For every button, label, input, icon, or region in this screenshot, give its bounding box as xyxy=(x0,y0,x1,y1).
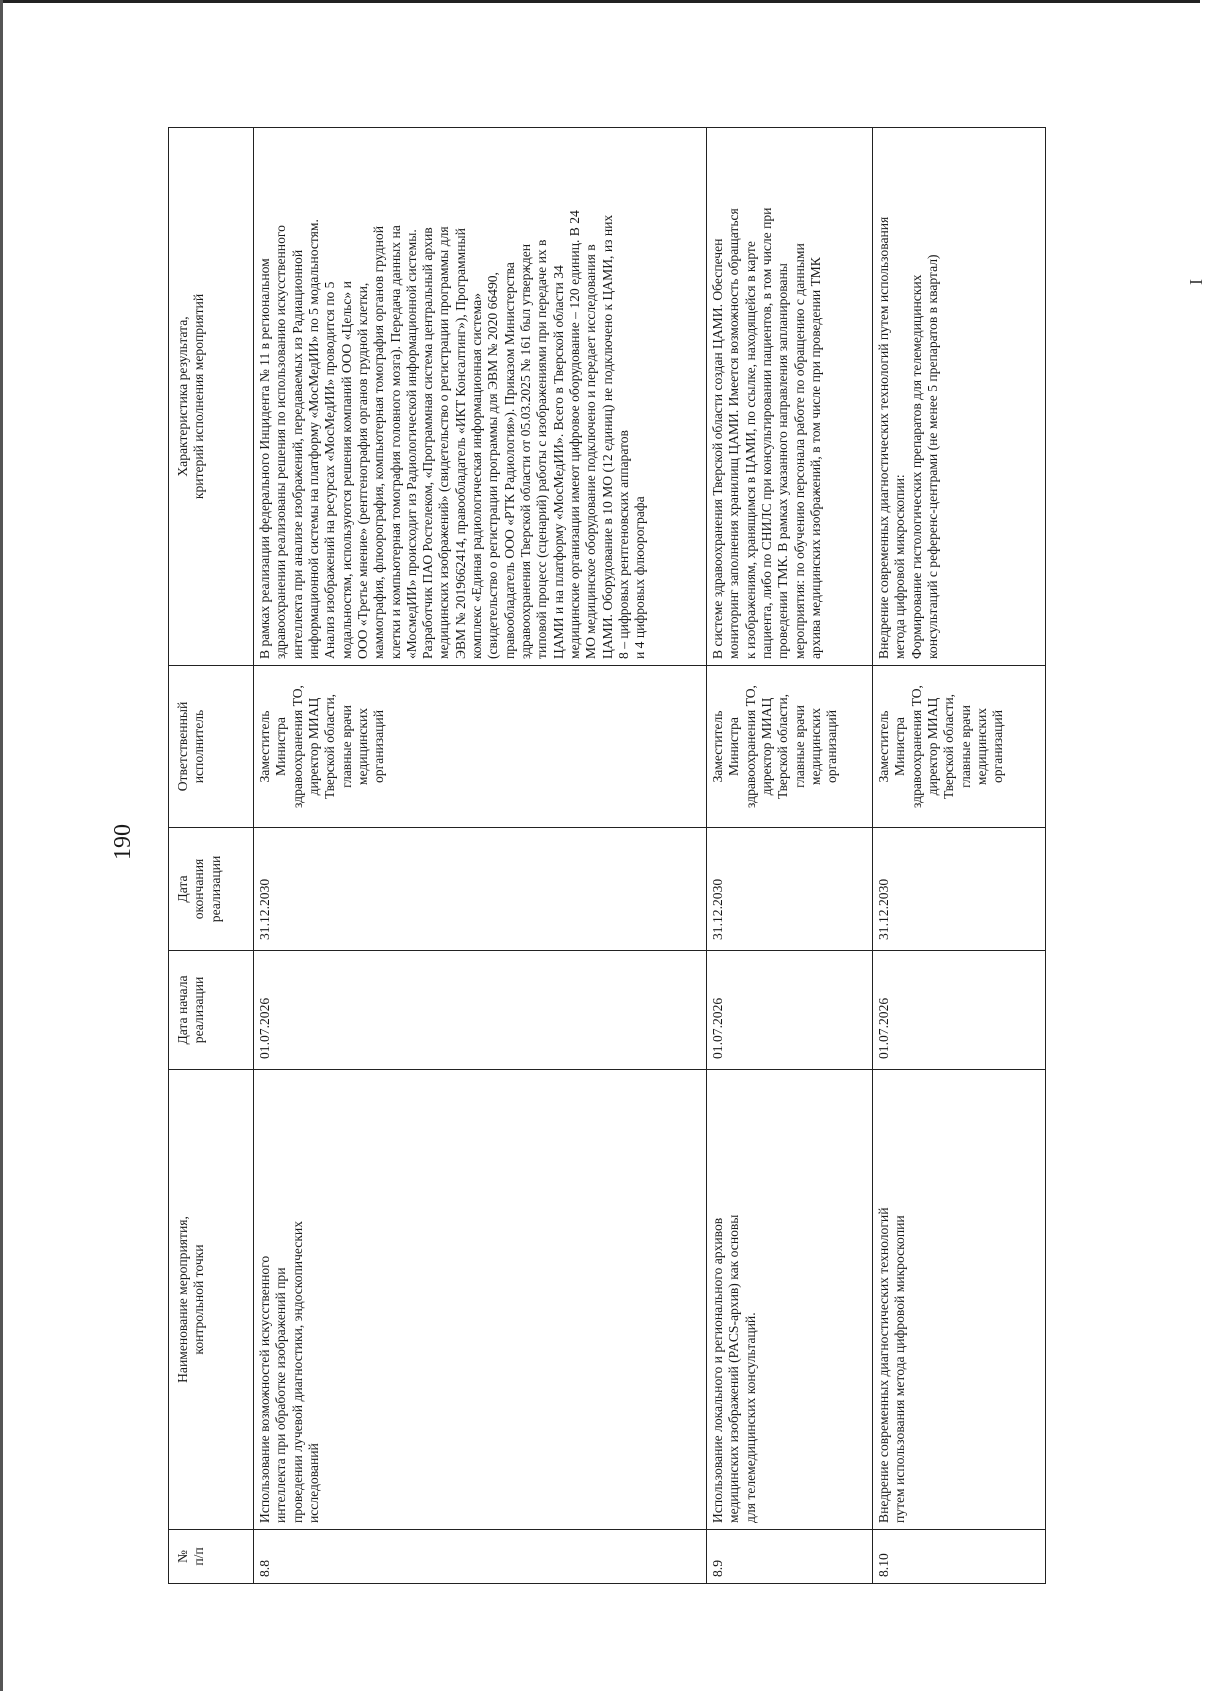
row-result: В системе здравоохранения Тверской области создан ЦАМИ. Обеспечен мониторинг заполнения хранилищ ЦАМИ. Имеется возможность обращаться к изображениям, хранящимся в ЦАМИ, по ссылке, находящейся в карте пациента, либо по СНИЛС при консультировании пациентов, в том числе при проведении ТМК. В рамках указанного направления запланированы мероприятия: по обучению персонала работе по обращению с данными архива медицинских изображений, в том числе при проведении ТМК xyxy=(707,128,873,666)
header-name: Наименование мероприятия, контрольной точки xyxy=(169,1070,254,1530)
row-num: 8.10 xyxy=(873,1530,1046,1584)
header-responsible: Ответственный исполнитель xyxy=(169,666,254,828)
rotated-table-container xyxy=(168,128,1045,1584)
row-start-date: 01.07.2026 xyxy=(707,951,873,1070)
row-start-date: 01.07.2026 xyxy=(254,951,707,1070)
header-end-date: Дата окончания реализации xyxy=(169,828,254,951)
row-result: Внедрение современных диагностических технологий путем использования метода цифровой микроскопии: Формирование гистологических препаратов для телемедицинских консультаций с референс-центрами (не менее 5 препаратов в квартал) xyxy=(873,128,1046,666)
row-name: Использование возможностей искусственного интеллекта при обработке изображений при проведении лучевой диагностики, эндоскопических исследований xyxy=(254,1070,707,1530)
row-name: Использование локального и регионального архивов медицинских изображений (PACS-архив) как основы для телемедицинских консультаций. xyxy=(707,1070,873,1530)
row-result: В рамках реализации федерального Инцидента № 11 в региональном здравоохранении реализованы решения по использованию искусственного интеллекта при анализе изображений, передаваемых из Радиационной информационной системы на платформу «МосМедИИ» по 5 модальностям. Анализ изображений на ресурсах «МосМедИИ» проводится по 5 модальностям, используются решения компаний ООО «Цельс» и ООО «Третье мнение» (рентгенография органов грудной клетки, маммография, флюорография, компьютерная томография органов грудной клетки и компьютерная томография головного мозга). Передача данных на «МосмедИИ» происходит из Радиологической информационной системы. Разработчик ПАО Ростелеком, «Программная система центральный архив медицинских изображений» (свидетельство о регистрации программы для ЭВМ № 2019662414, правообладатель «ИКТ Консалтинг»), Программный комплекс «Единая радиологическая информационная система» (свидетельство о регистрации программы для ЭВМ № 2020 66490, правообладатель ООО «РТК Радиология»). Приказом Министерства здравоохранения Тверской области от 05.03.2025 № 161 был утвержден типовой процесс (сценарий) работы с изображениями при передаче их в ЦАМИ и на платформу «МосМедИИ». Всего в Тверской области 34 медицинские организации имеют цифровое оборудование – 120 единиц. В 24 МО медицинское оборудование подключено и передает исследования в ЦАМИ. Оборудование в 10 МО (12 единиц) не подключено к ЦАМИ, из них 8 – цифровых рентгеновских аппаратов и 4 цифровых флюорографа xyxy=(254,128,707,666)
page-number: 190 xyxy=(110,824,136,860)
header-num: № п/п xyxy=(169,1530,254,1584)
row-end-date: 31.12.2030 xyxy=(254,828,707,951)
row-num: 8.8 xyxy=(254,1530,707,1584)
row-start-date: 01.07.2026 xyxy=(873,951,1046,1070)
row-responsible: Заместитель Министра здравоохранения ТО, директор МИАЦ Тверской области, главные врачи медицинских организаций xyxy=(873,666,1046,828)
table-row xyxy=(254,128,707,1584)
row-name: Внедрение современных диагностических технологий путем использования метода цифровой микроскопии xyxy=(873,1070,1046,1530)
row-end-date: 31.12.2030 xyxy=(707,828,873,951)
row-responsible: Заместитель Министра здравоохранения ТО, директор МИАЦ Тверской области, главные врачи медицинских организаций xyxy=(707,666,873,828)
table-row xyxy=(873,128,1046,1584)
header-start-date: Дата начала реализации xyxy=(169,951,254,1070)
side-mark: I xyxy=(1186,279,1206,285)
table-header-row xyxy=(169,128,254,1584)
measures-table xyxy=(168,127,1046,1584)
header-result: Характеристика результата, критерий исполнения мероприятий xyxy=(169,128,254,666)
row-responsible: Заместитель Министра здравоохранения ТО, директор МИАЦ Тверской области, главные врачи медицинских организаций xyxy=(254,666,707,828)
table-row xyxy=(707,128,873,1584)
scan-top-edge xyxy=(0,0,1200,3)
row-end-date: 31.12.2030 xyxy=(873,828,1046,951)
scan-left-edge xyxy=(0,0,3,1691)
row-num: 8.9 xyxy=(707,1530,873,1584)
